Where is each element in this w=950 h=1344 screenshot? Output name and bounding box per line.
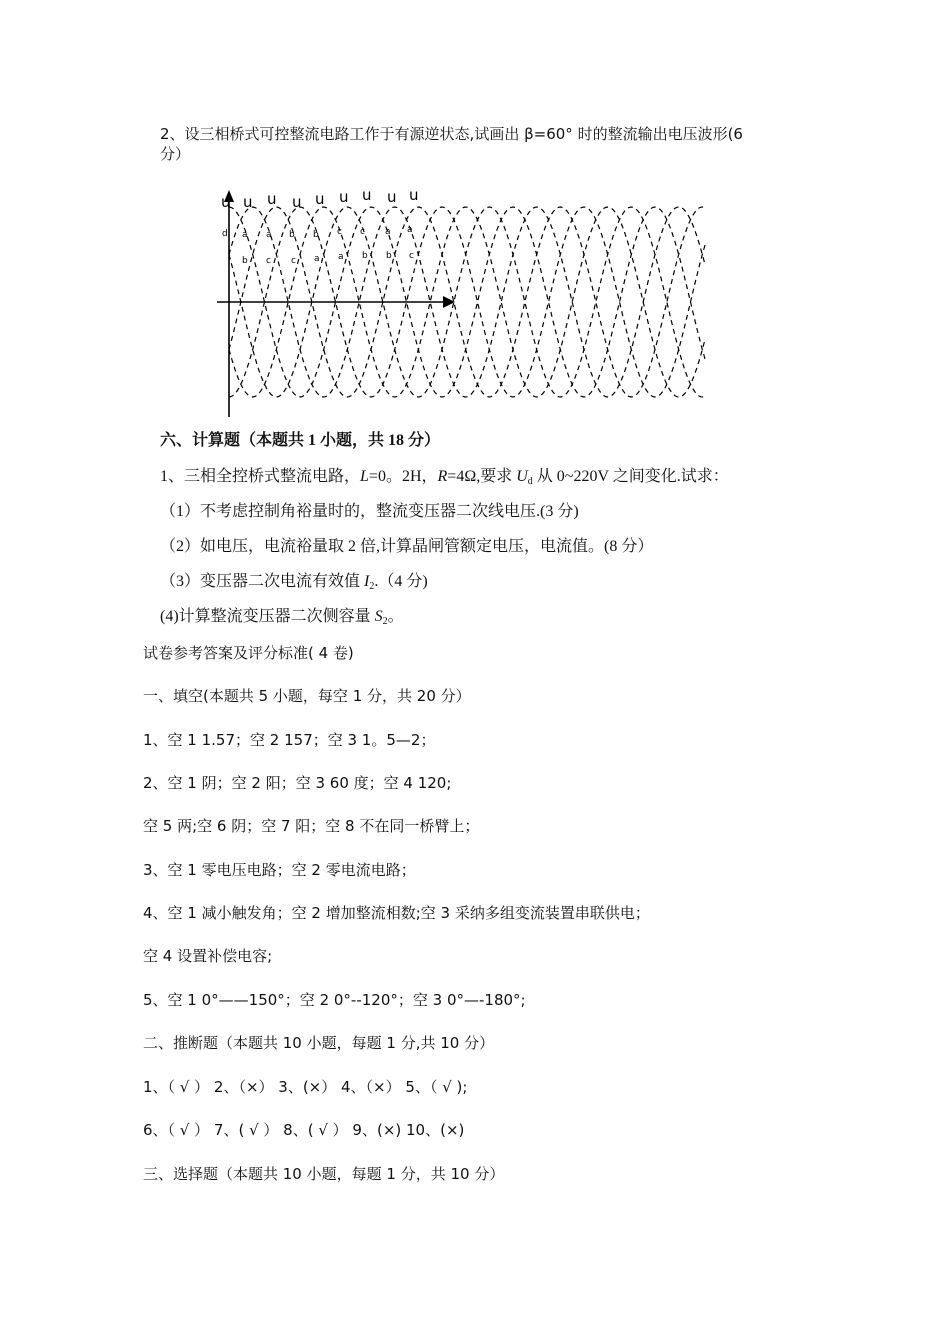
waveform-label: u xyxy=(387,188,397,206)
waveform-label: u xyxy=(315,190,325,208)
phase-label: b xyxy=(313,230,319,240)
sub-question-1: （1）不考虑控制角裕量时的，整流变压器二次线电压.(3 分) xyxy=(160,503,579,520)
answer-line: 空 5 两;空 6 阴；空 7 阳；空 8 不在同一桥臂上； xyxy=(143,817,480,835)
phase-label: a xyxy=(407,225,413,235)
p4-text: 。 xyxy=(387,608,404,625)
phase-label: a xyxy=(242,230,248,240)
phase-label: a xyxy=(314,254,320,264)
q1-text: =4Ω,要求 xyxy=(447,468,517,485)
answer-line: 1、（ √ ） 2、（×） 3、(×） 4、（×） 5、（ √ ); xyxy=(143,1078,468,1096)
subscript-d: d xyxy=(222,229,228,239)
phase-label: c xyxy=(360,227,365,237)
waveform-label: u xyxy=(409,186,419,204)
phase-label: a xyxy=(266,230,272,240)
p3-text: .（4 分) xyxy=(374,573,428,590)
answers-section-3: 三、选择题（本题共 10 小题，每题 1 分，共 10 分） xyxy=(143,1165,505,1183)
phase-label: c xyxy=(337,227,342,237)
subscript: 2 xyxy=(382,616,388,627)
waveform-figure xyxy=(205,185,725,420)
q2-line-2: 分） xyxy=(160,145,191,163)
symbol-L: L xyxy=(360,468,369,485)
waveform-label: u xyxy=(292,193,302,211)
sub-question-3 xyxy=(160,572,428,592)
phase-label: a xyxy=(338,252,344,262)
answer-line: 空 4 设置补偿电容; xyxy=(143,947,273,965)
waveform-label: u xyxy=(339,188,349,206)
answer-line: 1、空 1 1.57；空 2 157；空 3 1。5—2； xyxy=(143,731,436,749)
axis-label-u: u xyxy=(221,193,231,211)
subscript: d xyxy=(527,476,533,487)
symbol-Ud: U xyxy=(516,468,528,485)
q2-line-1: 2、设三相桥式可控整流电路工作于有源逆状态,试画出 β=60° 时的整流输出电压波形(6 xyxy=(160,125,743,143)
answers-title: 试卷参考答案及评分标准( 4 卷) xyxy=(143,644,354,662)
phase-label: b xyxy=(386,251,392,261)
phase-label: a xyxy=(385,227,391,237)
answer-line: 6、（ √ ） 7、( √ ） 8、( √ ） 9、(×) 10、(×) xyxy=(143,1121,465,1139)
answers-section-2: 二、推断题（本题共 10 小题，每题 1 分,共 10 分） xyxy=(143,1034,495,1052)
section-6-heading: 六、计算题（本题共 1 小题，共 18 分） xyxy=(160,432,441,449)
phase-label: b xyxy=(362,251,368,261)
phase-label: b xyxy=(289,230,295,240)
q1-text: 1、三相全控桥式整流电路， xyxy=(160,468,361,485)
answers-section-1: 一、填空(本题共 5 小题，每空 1 分，共 20 分） xyxy=(143,687,471,705)
sub-question-2: （2）如电压，电流裕量取 2 倍,计算晶闸管额定电压，电流值。(8 分） xyxy=(160,538,654,555)
symbol-R: R xyxy=(437,468,448,485)
answer-line: 3、空 1 零电压电路；空 2 零电流电路； xyxy=(143,861,416,879)
waveform-label: u xyxy=(267,190,277,208)
phase-label: b xyxy=(242,256,248,266)
subscript: 2 xyxy=(369,581,375,592)
phase-label: c xyxy=(291,256,296,266)
answer-line: 4、空 1 减小触发角；空 2 增加整流相数;空 3 采纳多组变流装置串联供电； xyxy=(143,904,650,922)
q1-text: =0。2H， xyxy=(368,468,438,485)
answer-line: 2、空 1 阴；空 2 阳；空 3 60 度；空 4 120; xyxy=(143,774,452,792)
sub-question-4 xyxy=(160,607,404,627)
phase-label: c xyxy=(266,256,271,266)
calc-question-1 xyxy=(160,467,729,487)
p3-text: （3）变压器二次电流有效值 xyxy=(160,573,365,590)
symbol-I2: I xyxy=(364,573,370,590)
symbol-S2: S xyxy=(374,608,383,625)
phase-label: c xyxy=(409,251,414,261)
waveform-label: u xyxy=(362,186,372,204)
p4-text: (4)计算整流变压器二次侧容量 xyxy=(160,608,375,625)
waveform-label: u xyxy=(243,193,253,211)
q1-text: 从 0~220V 之间变化.试求： xyxy=(532,468,729,485)
answer-line: 5、空 1 0°——150°；空 2 0°--120°；空 3 0°—-180°; xyxy=(143,991,526,1009)
